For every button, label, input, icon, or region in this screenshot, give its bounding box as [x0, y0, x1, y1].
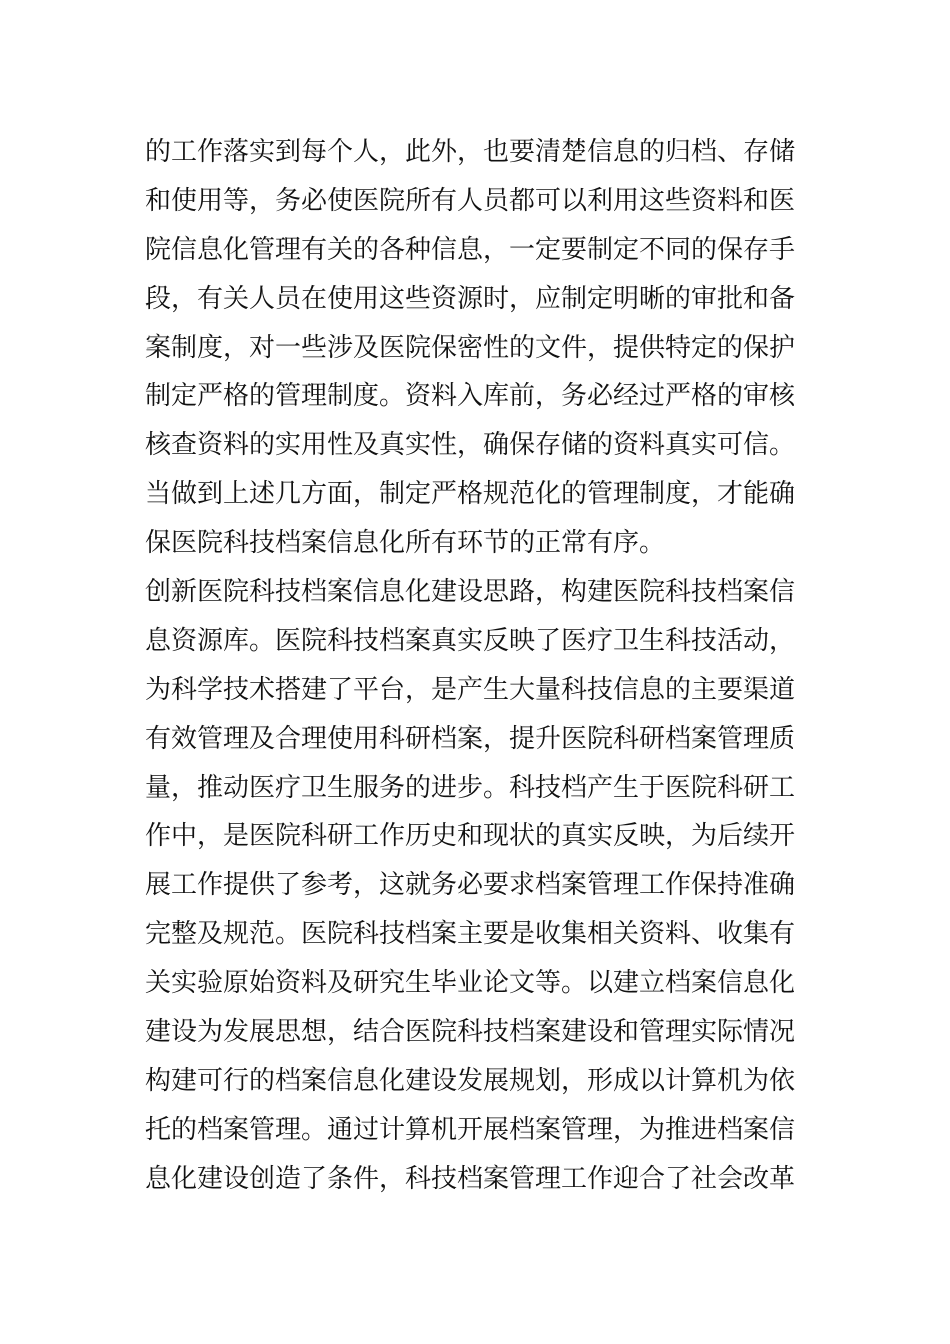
text-line: 构建可行的档案信息化建设发展规划，形成以计算机为依	[145, 1065, 796, 1096]
paragraph-1	[145, 128, 825, 568]
text-line: 息化建设创造了条件，科技档案管理工作迎合了社会改革	[145, 1163, 796, 1194]
text-line: 和使用等，务必使医院所有人员都可以利用这些资料和医	[145, 185, 796, 216]
text-line: 的工作落实到每个人，此外，也要清楚信息的归档、存储	[145, 137, 796, 167]
text-line: 制定严格的管理制度。资料入库前，务必经过严格的审核	[145, 381, 796, 412]
text-line: 为科学技术搭建了平台，是产生大量科技信息的主要渠道	[145, 674, 796, 705]
text-line: 段，有关人员在使用这些资源时，应制定明晰的审批和备	[145, 283, 796, 314]
text-line: 院信息化管理有关的各种信息，一定要制定不同的保存手	[145, 234, 796, 265]
text-line: 托的档案管理。通过计算机开展档案管理，为推进档案信	[145, 1114, 796, 1145]
text-line: 案制度，对一些涉及医院保密性的文件，提供特定的保护	[145, 332, 796, 363]
text-line: 展工作提供了参考，这就务必要求档案管理工作保持准确	[145, 870, 796, 901]
text-line: 作中，是医院科研工作历史和现状的真实反映，为后续开	[145, 821, 796, 852]
text-line: 保医院科技档案信息化所有环节的正常有序。	[145, 528, 666, 559]
paragraph-2	[145, 568, 825, 1204]
text-line: 创新医院科技档案信息化建设思路，构建医院科技档案信	[145, 577, 796, 608]
text-line: 有效管理及合理使用科研档案，提升医院科研档案管理质	[145, 723, 796, 754]
text-line: 息资源库。医院科技档案真实反映了医疗卫生科技活动，	[145, 625, 796, 656]
text-line: 完整及规范。医院科技档案主要是收集相关资料、收集有	[145, 919, 796, 950]
text-line: 建设为发展思想，结合医院科技档案建设和管理实际情况	[145, 1017, 796, 1048]
text-line: 当做到上述几方面，制定严格规范化的管理制度，才能确	[145, 479, 796, 510]
text-line: 量，推动医疗卫生服务的进步。科技档产生于医院科研工	[145, 772, 796, 803]
body-text	[145, 128, 825, 1204]
text-line: 核查资料的实用性及真实性，确保存储的资料真实可信。	[145, 430, 796, 461]
text-line: 关实验原始资料及研究生毕业论文等。以建立档案信息化	[145, 968, 796, 999]
